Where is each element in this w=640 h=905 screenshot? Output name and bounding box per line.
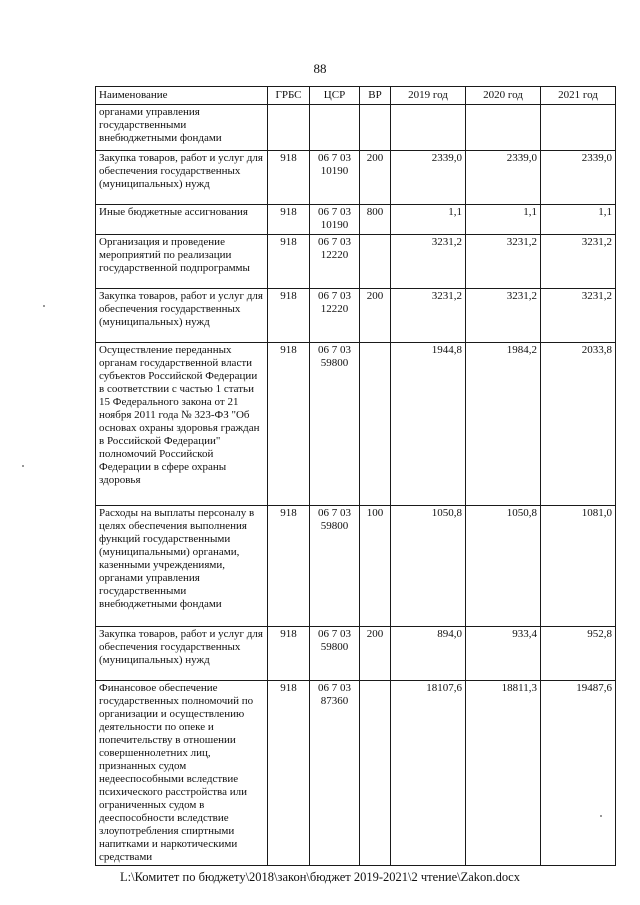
scan-speck [43,305,45,307]
row-2019-value: 894,0 [391,627,466,681]
header-2020: 2020 год [466,87,541,105]
row-name: Финансовое обеспечение государственных полномочий по организации и осуществлению деятельности по опеке и попечительству в отношении совершеннолетних лиц, признанных судом недееспособными вследствие психического расстройства или ограниченных судом в дееспособности вследствие злоупотребления спиртными напитками и наркотическими средствами [96,681,268,866]
budget-table [95,86,616,866]
row-name: Закупка товаров, работ и услуг для обеспечения государственных (муниципальных) нужд [96,151,268,205]
row-vr [360,105,391,151]
row-name: органами управления государственными внебюджетными фондами [96,105,268,151]
row-csr: 06 7 03 12220 [310,235,360,289]
table-header-row [96,87,616,105]
row-2021-value: 2033,8 [541,343,616,506]
row-grbs: 918 [268,151,310,205]
row-csr: 06 7 03 59800 [310,343,360,506]
row-2020-value: 3231,2 [466,235,541,289]
page-number: 88 [313,61,327,76]
table-row [96,235,616,289]
row-csr: 06 7 03 10190 [310,151,360,205]
document-path-footer: L:\Комитет по бюджету\2018\закон\бюджет 2019-2021\2 чтение\Zakon.docx [120,870,520,884]
row-vr: 200 [360,289,391,343]
row-2019-value: 1,1 [391,205,466,235]
row-2019-value: 2339,0 [391,151,466,205]
row-name: Организация и проведение мероприятий по реализации государственной подпрограммы [96,235,268,289]
row-csr: 06 7 03 12220 [310,289,360,343]
table-row [96,627,616,681]
row-2021-value: 1,1 [541,205,616,235]
row-2020-value: 1050,8 [466,506,541,627]
row-2020-value: 1,1 [466,205,541,235]
table-row [96,151,616,205]
row-2021-value [541,105,616,151]
row-grbs: 918 [268,289,310,343]
row-grbs: 918 [268,627,310,681]
row-name: Осуществление переданных органам государственной власти субъектов Российской Федерации в соответствии с частью 1 статьи 15 Федерального закона от 21 ноября 2011 года № 323-ФЗ "Об основах охраны здоровья граждан в Российской Федерации" полномочий Российской Федерации в сфере охраны здоровья [96,343,268,506]
row-2020-value: 2339,0 [466,151,541,205]
row-vr: 200 [360,627,391,681]
header-grbs: ГРБС [268,87,310,105]
row-name: Иные бюджетные ассигнования [96,205,268,235]
row-name: Закупка товаров, работ и услуг для обеспечения государственных (муниципальных) нужд [96,627,268,681]
row-grbs: 918 [268,343,310,506]
row-2020-value: 18811,3 [466,681,541,866]
row-2020-value: 933,4 [466,627,541,681]
table-row [96,205,616,235]
row-name: Расходы на выплаты персоналу в целях обеспечения выполнения функций государственными (муниципальными) органами, казенными учреждениями, органами управления государственными внебюджетными фондами [96,506,268,627]
row-vr [360,235,391,289]
row-2021-value: 19487,6 [541,681,616,866]
row-2020-value [466,105,541,151]
row-csr: 06 7 03 59800 [310,506,360,627]
row-2019-value [391,105,466,151]
row-csr: 06 7 03 59800 [310,627,360,681]
table-row [96,506,616,627]
row-grbs [268,105,310,151]
row-csr [310,105,360,151]
row-2020-value: 3231,2 [466,289,541,343]
row-grbs: 918 [268,681,310,866]
row-grbs: 918 [268,205,310,235]
scan-speck [22,465,24,467]
table-row [96,681,616,866]
row-grbs: 918 [268,235,310,289]
row-name: Закупка товаров, работ и услуг для обеспечения государственных (муниципальных) нужд [96,289,268,343]
header-csr: ЦСР [310,87,360,105]
row-2020-value: 1984,2 [466,343,541,506]
row-2019-value: 18107,6 [391,681,466,866]
table-row [96,289,616,343]
row-vr [360,681,391,866]
row-vr: 200 [360,151,391,205]
row-2021-value: 3231,2 [541,289,616,343]
row-vr: 800 [360,205,391,235]
row-2019-value: 1050,8 [391,506,466,627]
header-name: Наименование [96,87,268,105]
row-2021-value: 3231,2 [541,235,616,289]
row-csr: 06 7 03 87360 [310,681,360,866]
row-2019-value: 1944,8 [391,343,466,506]
header-2021: 2021 год [541,87,616,105]
header-2019: 2019 год [391,87,466,105]
row-vr: 100 [360,506,391,627]
scan-speck [600,815,602,817]
header-vr: ВР [360,87,391,105]
row-2021-value: 1081,0 [541,506,616,627]
row-vr [360,343,391,506]
row-grbs: 918 [268,506,310,627]
row-2019-value: 3231,2 [391,235,466,289]
table-row [96,343,616,506]
row-csr: 06 7 03 10190 [310,205,360,235]
row-2021-value: 2339,0 [541,151,616,205]
row-2019-value: 3231,2 [391,289,466,343]
row-2021-value: 952,8 [541,627,616,681]
table-row [96,105,616,151]
